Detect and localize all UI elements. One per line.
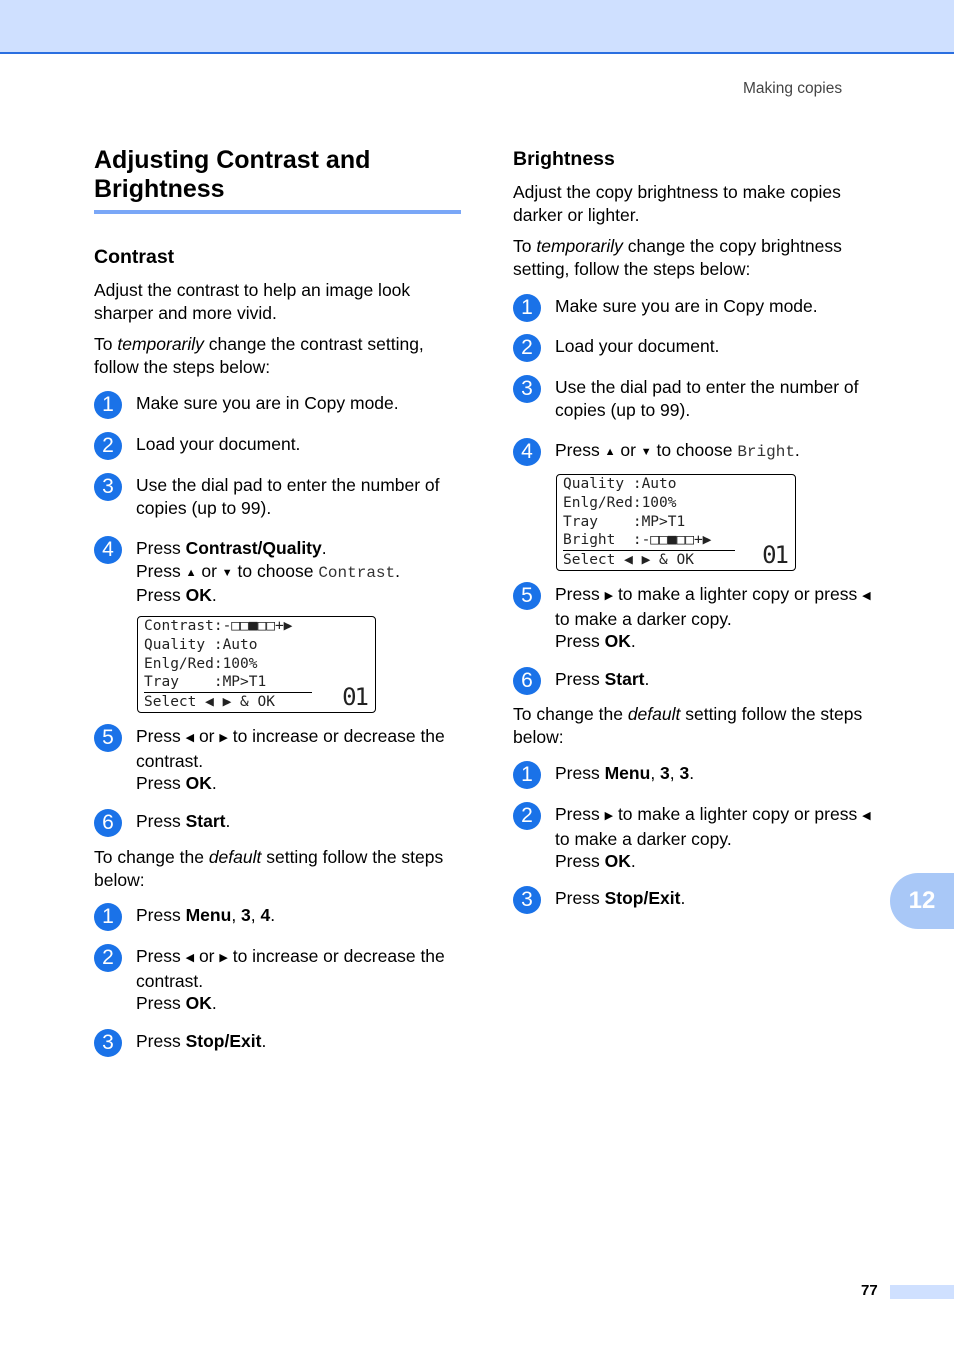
top-header-band xyxy=(0,0,954,54)
step-number: 3 xyxy=(513,886,541,914)
brightness-default-instructions: To change the default setting follow the steps below: xyxy=(513,704,863,747)
left-arrow-icon: ◀ xyxy=(185,952,195,964)
down-arrow-icon: ▼ xyxy=(640,446,652,458)
step-number: 3 xyxy=(94,473,122,501)
section-title: Adjusting Contrast and Brightness xyxy=(94,146,371,203)
step-number: 3 xyxy=(94,1029,122,1057)
contrast-default-instructions: To change the default setting follow the steps below: xyxy=(94,847,444,890)
step-number: 4 xyxy=(513,438,541,466)
step-number: 2 xyxy=(513,802,541,830)
page-number: 77 xyxy=(861,1282,878,1299)
lcd-copy-count: 01 xyxy=(342,683,367,711)
left-arrow-icon: ◀ xyxy=(862,590,871,602)
brightness-temp-instructions: To temporarily change the copy brightness setting, follow the steps below: xyxy=(513,236,842,279)
contrast-intro: Adjust the contrast to help an image look sharper and more vivid. xyxy=(94,280,411,323)
chapter-tab: 12 xyxy=(890,873,954,929)
step-number: 6 xyxy=(94,809,122,837)
lcd-copy-count: 01 xyxy=(762,541,787,569)
step-number: 6 xyxy=(513,667,541,695)
brightness-heading: Brightness xyxy=(513,148,615,170)
step-number: 2 xyxy=(94,432,122,460)
title-underline xyxy=(94,210,461,214)
step-number: 3 xyxy=(513,375,541,403)
up-arrow-icon: ▲ xyxy=(604,446,616,458)
step-number: 5 xyxy=(513,582,541,610)
step-number: 1 xyxy=(513,294,541,322)
step-number: 1 xyxy=(94,391,122,419)
step-number: 5 xyxy=(94,724,122,752)
left-arrow-icon: ◀ xyxy=(185,732,195,744)
step-number: 4 xyxy=(94,536,122,564)
step-number: 2 xyxy=(94,944,122,972)
step-number: 2 xyxy=(513,334,541,362)
brightness-lcd-display: Quality :Auto Enlg/Red:100% Tray :MP>T1 Bright :-□□■□□+▶ Select ◀ ▶ & OK 01 xyxy=(556,474,796,571)
right-arrow-icon: ▶ xyxy=(219,952,228,964)
running-header: Making copies xyxy=(743,80,843,97)
left-arrow-icon: ◀ xyxy=(862,810,871,822)
page-number-bar xyxy=(890,1285,954,1299)
right-arrow-icon: ▶ xyxy=(604,590,614,602)
step-number: 1 xyxy=(513,761,541,789)
contrast-lcd-display: Contrast:-□□■□□+▶ Quality :Auto Enlg/Red:100% Tray :MP>T1 Select ◀ ▶ & OK 01 xyxy=(137,616,376,713)
contrast-heading: Contrast xyxy=(94,246,175,268)
down-arrow-icon: ▼ xyxy=(221,566,233,579)
step-number: 1 xyxy=(94,903,122,931)
up-arrow-icon: ▲ xyxy=(185,566,197,579)
right-arrow-icon: ▶ xyxy=(604,810,614,822)
right-arrow-icon: ▶ xyxy=(219,732,228,744)
brightness-intro: Adjust the copy brightness to make copies darker or lighter. xyxy=(513,182,841,225)
contrast-temp-instructions: To temporarily change the contrast setting, follow the steps below: xyxy=(94,334,424,377)
